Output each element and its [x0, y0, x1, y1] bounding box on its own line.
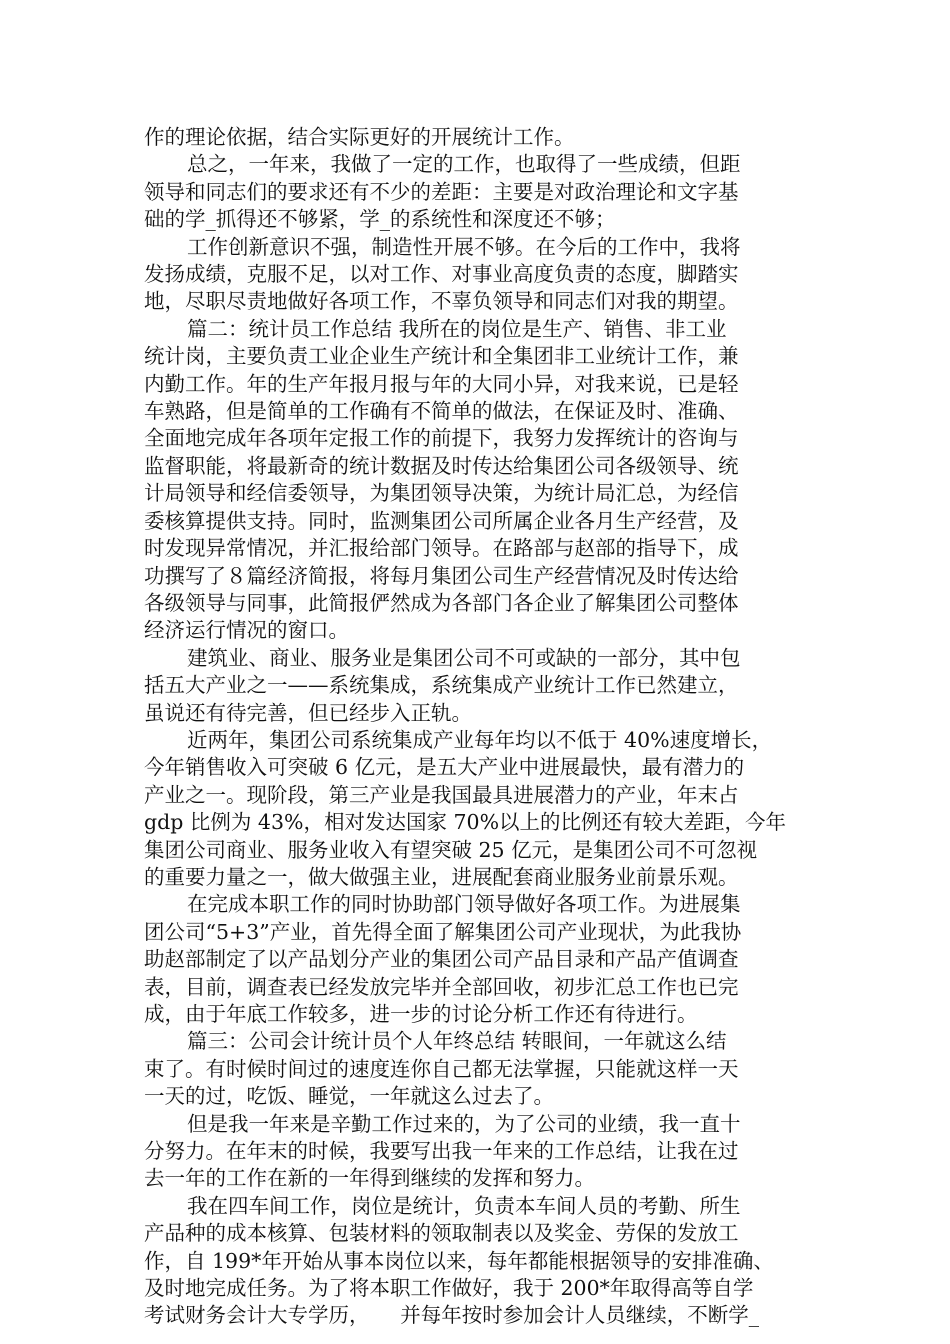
text-line: 监督职能，将最新奇的统计数据及时传达给集团公司各级领导、统 [144, 453, 739, 478]
text-line: 建筑业、商业、服务业是集团公司不可或缺的一部分，其中包 [187, 645, 741, 670]
text-line: 时发现异常情况，并汇报给部门领导。在路部与赵部的指导下，成 [144, 536, 739, 561]
text-line: 领导和同志们的要求还有不少的差距：主要是对政治理论和文字基 [144, 179, 739, 204]
text-line: 束了。有时候时间过的速度连你自己都无法掌握，只能就这样一天 [144, 1056, 739, 1081]
text-line: 内勤工作。年的生产年报月报与年的大同小异，对我来说，已是轻 [144, 371, 739, 396]
text-line: 车熟路，但是简单的工作确有不简单的做法，在保证及时、准确、 [144, 399, 739, 424]
text-line: 但是我一年来是辛勤工作过来的，为了公司的业绩，我一直十 [187, 1111, 741, 1136]
text-line: 的重要力量之一，做大做强主业，进展配套商业服务业前景乐观。 [144, 864, 739, 889]
text-line: 篇二：统计员工作总结 我所在的岗位是生产、销售、非工业 [187, 316, 727, 341]
text-line: 功撰写了８篇经济简报，将每月集团公司生产经营情况及时传达给 [144, 563, 739, 588]
text-line: gdp 比例为 43%，相对发达国家 70%以上的比例还有较大差距，今年 [144, 810, 787, 835]
text-line: 在完成本职工作的同时协助部门领导做好各项工作。为进展集 [187, 892, 741, 917]
text-line: 括五大产业之一——系统集成，系统集成产业统计工作已然建立， [144, 673, 739, 698]
text-line: 近两年，集团公司系统集成产业每年均以不低于 40%速度增长， [187, 727, 773, 752]
document-paragraph [144, 234, 824, 316]
text-line: 总之，一年来，我做了一定的工作，也取得了一些成绩，但距 [187, 152, 741, 177]
text-line: 去一年的工作在新的一年得到继续的发挥和努力。 [144, 1166, 595, 1191]
document-page [144, 124, 824, 1330]
document-paragraph [144, 151, 824, 233]
text-line: 表，目前，调查表已经发放完毕并全部回收，初步汇总工作也已完 [144, 974, 739, 999]
text-line: 各级领导与同事，此简报俨然成为各部门各企业了解集团公司整体 [144, 590, 739, 615]
text-line: 考试财务会计大专学历， 并每年按时参加会计人员继续，不断学_ [144, 1303, 759, 1328]
text-line: 委核算提供支持。同时，监测集团公司所属企业各月生产经营，及 [144, 508, 739, 533]
document-paragraph [144, 727, 824, 891]
document-paragraph [144, 1111, 824, 1193]
document-paragraph [144, 316, 824, 645]
text-line: 产业之一。现阶段，第三产业是我国最具进展潜力的产业，年末占 [144, 782, 739, 807]
text-line: 工作创新意识不强，制造性开展不够。在今后的工作中，我将 [187, 234, 741, 259]
text-line: 篇三：公司会计统计员个人年终总结 转眼间，一年就这么结 [187, 1029, 727, 1054]
document-paragraph [144, 124, 824, 151]
text-line: 今年销售收入可突破 6 亿元，是五大产业中进展最快，最有潜力的 [144, 755, 745, 780]
document-paragraph [144, 645, 824, 727]
document-paragraph [144, 1193, 824, 1330]
text-line: 计局领导和经信委领导，为集团领导决策，为统计局汇总，为经信 [144, 481, 739, 506]
document-paragraph [144, 891, 824, 1028]
text-line: 产品种的成本核算、包装材料的领取制表以及奖金、劳保的发放工 [144, 1221, 739, 1246]
text-line: 虽说还有待完善，但已经步入正轨。 [144, 700, 472, 725]
text-line: 集团公司商业、服务业收入有望突破 25 亿元，是集团公司不可忽视 [144, 837, 758, 862]
text-line: 础的学_抓得还不够紧，学_的系统性和深度还不够； [144, 207, 616, 232]
text-line: 作的理论依据，结合实际更好的开展统计工作。 [144, 125, 575, 149]
text-line: 助赵部制定了以产品划分产业的集团公司产品目录和产品产值调查 [144, 947, 739, 972]
document-paragraph [144, 1028, 824, 1110]
text-line: 发扬成绩，克服不足，以对工作、对事业高度负责的态度，脚踏实 [144, 262, 739, 287]
text-line: 团公司“5+3”产业，首先得全面了解集团公司产业现状，为此我协 [144, 919, 742, 944]
text-line: 分努力。在年末的时候，我要写出我一年来的工作总结，让我在过 [144, 1139, 739, 1164]
text-line: 经济运行情况的窗口。 [144, 618, 349, 643]
text-line: 作，自 199*年开始从事本岗位以来，每年都能根据领导的安排准确、 [144, 1248, 774, 1273]
text-line: 地，尽职尽责地做好各项工作，不辜负领导和同志们对我的期望。 [144, 289, 739, 314]
text-line: 成，由于年底工作较多，进一步的讨论分析工作还有待进行。 [144, 1002, 698, 1026]
text-line: 统计岗，主要负责工业企业生产统计和全集团非工业统计工作，兼 [144, 344, 739, 369]
text-line: 我在四车间工作，岗位是统计，负责本车间人员的考勤、所生 [187, 1193, 741, 1218]
text-line: 及时地完成任务。为了将本职工作做好，我于 200*年取得高等自学 [144, 1276, 754, 1301]
text-line: 全面地完成年各项年定报工作的前提下，我努力发挥统计的咨询与 [144, 426, 739, 451]
text-line: 一天的过，吃饭、睡觉，一年就这么过去了。 [144, 1084, 554, 1109]
